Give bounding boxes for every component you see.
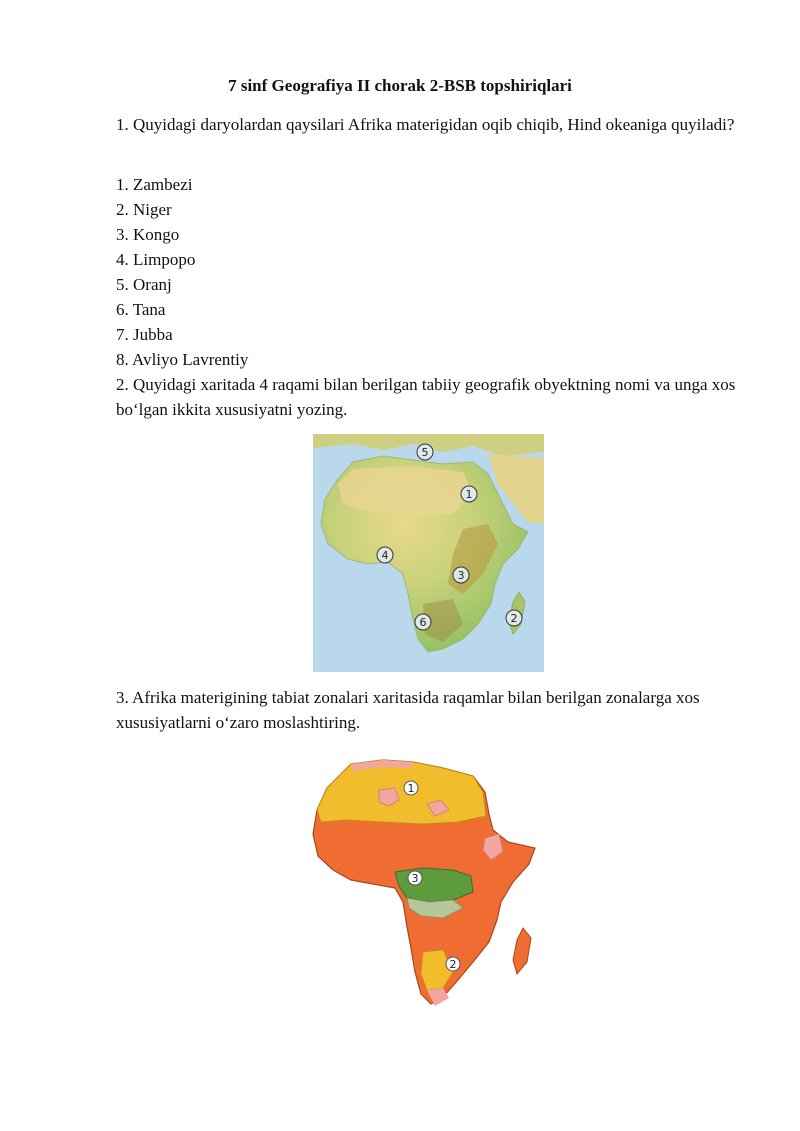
map-marker — [461, 486, 477, 502]
marker-label: 1 — [465, 488, 473, 501]
map-marker — [415, 614, 431, 630]
page-title: 7 sinf Geografiya II chorak 2-BSB topshiriqlari — [228, 76, 572, 95]
zone-desert — [317, 760, 486, 824]
zone-marker — [446, 957, 460, 971]
marker-label: 3 — [411, 872, 419, 885]
zone-marker — [408, 871, 422, 885]
option-item: 4. Limpopo — [116, 250, 196, 269]
madagascar-island — [513, 928, 531, 974]
question-3-text: 3. Afrika materigining tabiat zonalari xaritasida raqamlar bilan berilgan zonalarga xos xususiyatlarni o‘zaro moslashtiring. — [116, 688, 700, 732]
map-marker — [417, 444, 433, 460]
option-item: 7. Jubba — [116, 325, 173, 344]
zone-forest — [395, 868, 473, 902]
map-marker — [506, 610, 522, 626]
option-item: 8. Avliyo Lavrentiy — [116, 350, 249, 369]
marker-label: 3 — [457, 569, 465, 582]
map-marker — [453, 567, 469, 583]
option-item: 1. Zambezi — [116, 175, 193, 194]
marker-label: 5 — [421, 446, 429, 459]
africa-physical-map — [313, 434, 544, 672]
marker-label: 2 — [510, 612, 518, 625]
map-marker — [377, 547, 393, 563]
marker-label: 2 — [449, 958, 457, 971]
option-item: 5. Oranj — [116, 275, 172, 294]
marker-label: 6 — [419, 616, 427, 629]
option-item: 2. Niger — [116, 200, 172, 219]
marker-label: 1 — [407, 782, 415, 795]
question-1-options — [116, 172, 736, 372]
marker-label: 4 — [381, 549, 389, 562]
option-item: 6. Tana — [116, 300, 166, 319]
question-2-text: 2. Quyidagi xaritada 4 raqami bilan berilgan tabiiy geografik obyektning nomi va unga xos bo‘lgan ikkita xususiyatni yozing. — [116, 375, 736, 419]
question-1-text: 1. Quyidagi daryolardan qaysilari Afrika materigidan oqib chiqib, Hind okeaniga quyiladi? — [116, 115, 735, 134]
option-item: 3. Kongo — [116, 225, 180, 244]
zone-marker — [404, 781, 418, 795]
africa-natural-zones-map — [303, 752, 543, 1012]
